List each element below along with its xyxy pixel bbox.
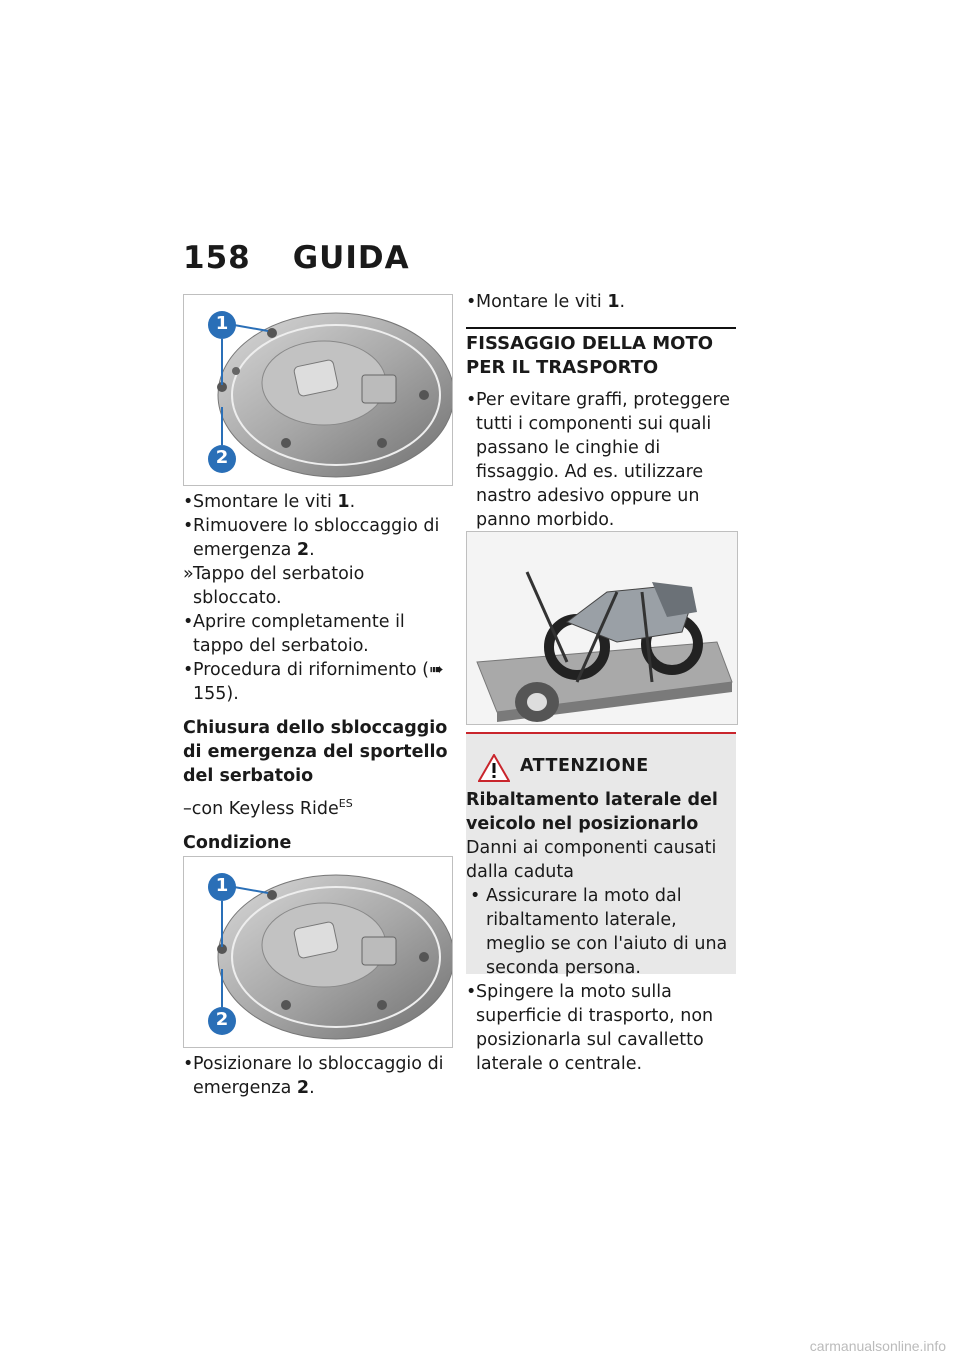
figure-fuel-cap-2 [183,856,453,1048]
section-heading: FISSAGGIO DELLA MOTO PER IL TRASPORTO [466,333,714,378]
step-item: • Rimuovere lo sbloccaggio di emergenza 2. [183,516,440,560]
step-item: • Smontare le viti 1. [183,492,356,512]
step-item: • Montare le viti 1. [466,292,626,312]
page-number: 158 [183,240,251,276]
figure-motorcycle-trailer [466,531,738,725]
figure-fuel-cap-1 [183,294,453,486]
figure-label-2: 2 [215,447,229,468]
equipment-note: –con Keyless Ride$^{ES}$ [183,797,353,819]
warning-box [466,732,736,978]
left-column [183,490,453,879]
page-header [183,240,410,276]
step-item: • Procedura di rifornimento (➠ 155). [183,660,444,704]
right-column-top [466,290,736,314]
figure-label-1: 1 [215,313,229,334]
section-divider [466,327,736,329]
watermark: carmanualsonline.info [809,1338,946,1354]
figure-label-2: 2 [215,1009,229,1030]
warning-title: ATTENZIONE [520,756,649,776]
result-item: » Tappo del serbatoio sbloccato. [183,564,365,608]
figure-label-1: 1 [215,875,229,896]
right-column-bottom [466,980,736,1076]
right-column [466,332,736,532]
step-item: • Aprire completamente il tappo del serbatoio. [183,612,405,656]
warning-subtitle: Ribaltamento laterale del veicolo nel posizionarlo [466,790,718,834]
warning-text: Danni ai componenti causati dalla caduta [466,838,717,882]
step-item: • Per evitare graffi, proteggere tutti i componenti sui quali passano le cinghie di fissaggio. Ad es. utilizzare nastro adesivo oppure un panno morbido. [466,390,731,530]
warning-triangle-icon [478,754,510,782]
step-item: • Spingere la moto sulla superficie di trasporto, non posizionarla sul cavalletto laterale o centrale. [466,982,714,1074]
section-heading: Chiusura dello sbloccaggio di emergenza del sportello del serbatoio [183,718,448,786]
section-title: GUIDA [292,240,410,276]
left-column-bottom [183,1052,453,1100]
warning-item: • Assicurare la moto dal ribaltamento laterale, meglio se con l'aiuto di una seconda persona. [470,886,728,978]
step-item: • Posizionare lo sbloccaggio di emergenza 2. [183,1054,444,1098]
condition-title: Condizione [183,832,292,853]
motorcycle-trailer-illustration [467,532,737,724]
